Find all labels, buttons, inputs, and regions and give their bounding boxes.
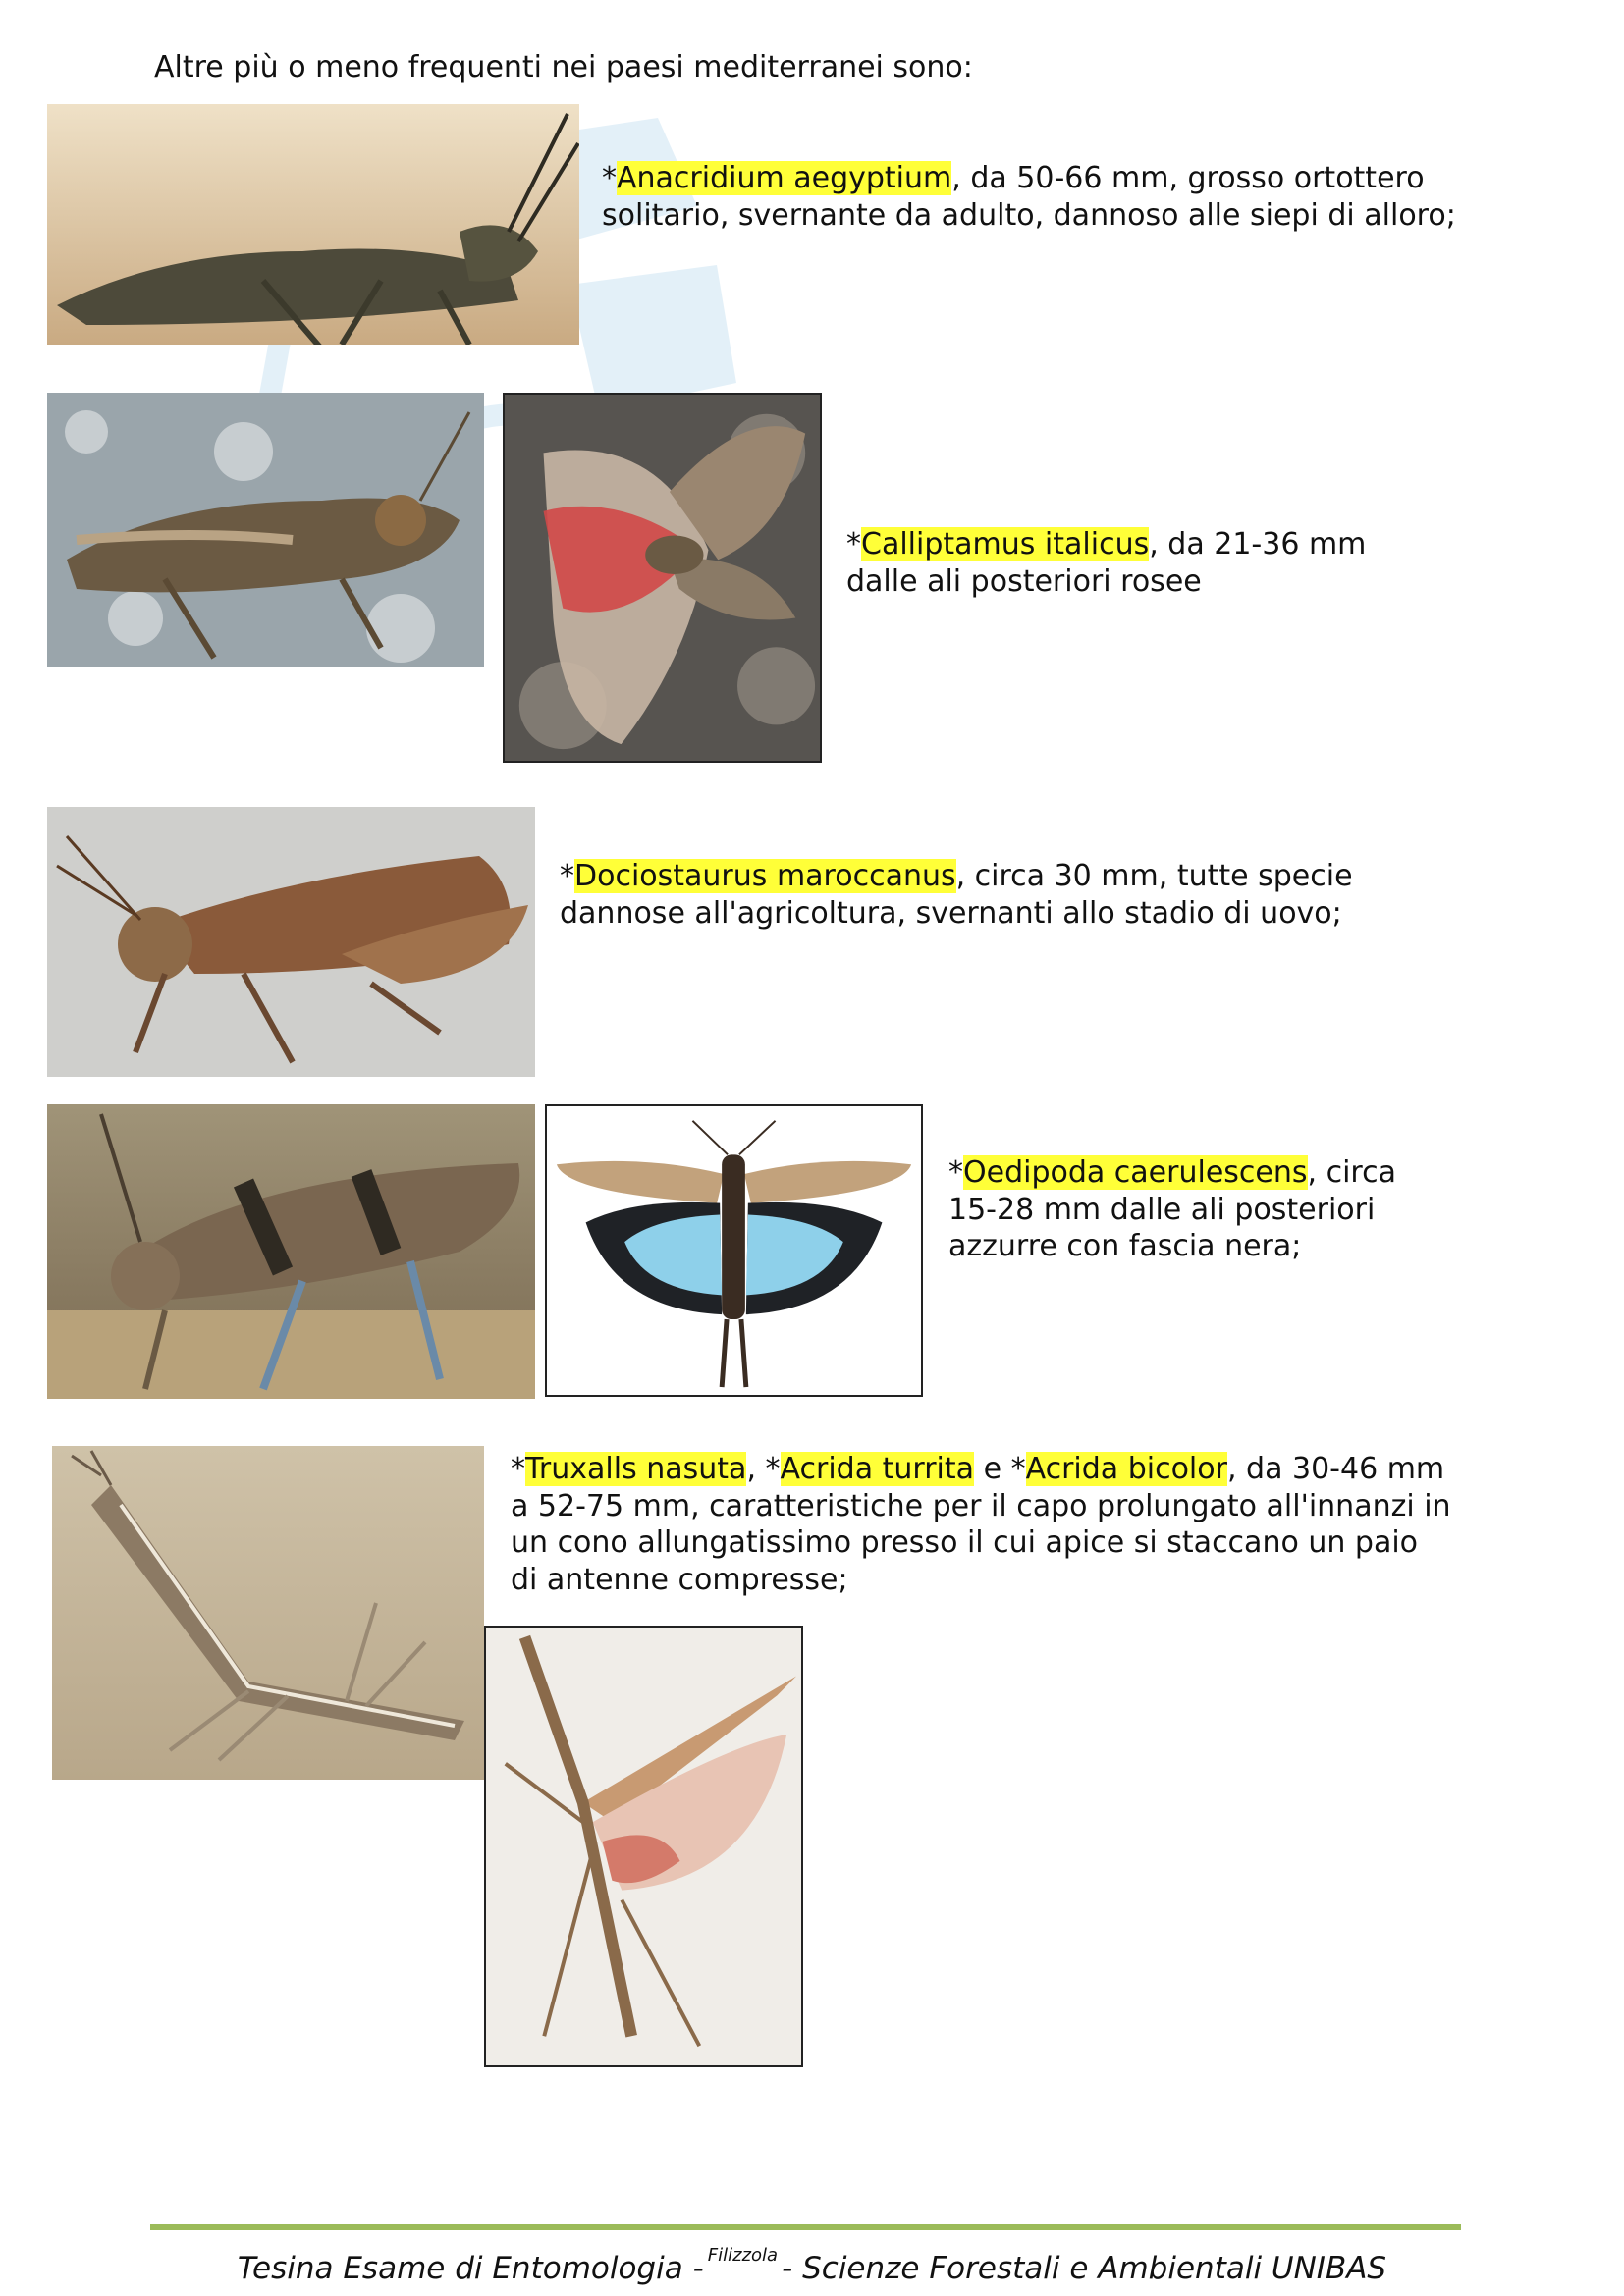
- entry-calliptamus: [846, 526, 1435, 600]
- footer-left: Tesina Esame di Entomologia -: [237, 2251, 704, 2286]
- entry-oedipoda: [948, 1154, 1439, 1265]
- footer-right: - Scienze Forestali e Ambientali UNIBAS: [782, 2251, 1387, 2286]
- entry-description: , circa 15-28 mm dalle ali posteriori azzurre con fascia nera;: [948, 1155, 1396, 1263]
- photo-calliptamus-wings: [503, 393, 822, 763]
- footer-author: Filizzola: [707, 2245, 779, 2266]
- entry-description: , circa 30 mm, tutte specie dannose all'agricoltura, svernanti allo stadio di uovo;: [560, 859, 1353, 931]
- entry-anacridium: [602, 160, 1486, 234]
- entry-asterisk: *: [948, 1155, 963, 1190]
- entry-dociostaurus: [560, 858, 1443, 932]
- entry-separator: e *: [974, 1452, 1026, 1486]
- entry-asterisk: *: [846, 527, 861, 561]
- entry-description: , da 30-46 mm a 52-75 mm, caratteristiche per il capo prolungato all'innanzi in un cono allungatissimo presso il cui apice si staccano un paio di antenne compresse;: [511, 1452, 1451, 1597]
- entry-asterisk: *: [560, 859, 574, 893]
- photo-truxalis-nasuta: [52, 1446, 484, 1780]
- entry-description: , da 21-36 mm dalle ali posteriori rosee: [846, 527, 1367, 599]
- photo-anacridium-aegyptium: [47, 104, 579, 345]
- species-name-highlight: Calliptamus italicus: [861, 527, 1150, 561]
- species-name-highlight: Acrida bicolor: [1025, 1452, 1227, 1486]
- page-footer: [0, 2234, 1624, 2290]
- species-name-highlight: Acrida turrita: [780, 1452, 975, 1486]
- species-name-highlight: Dociostaurus maroccanus: [574, 859, 956, 893]
- entry-description: , da 50-66 mm, grosso ortottero solitario, svernante da adulto, dannoso alle siepi di alloro;: [602, 161, 1456, 233]
- species-name-highlight: Truxalls nasuta: [525, 1452, 747, 1486]
- photo-oedipoda-wings: [545, 1104, 923, 1397]
- entry-separator: , *: [746, 1452, 781, 1486]
- footer-rule: [150, 2224, 1461, 2230]
- entry-asterisk: *: [511, 1452, 525, 1486]
- photo-calliptamus-side: [47, 393, 484, 667]
- photo-oedipoda-side: [47, 1104, 535, 1399]
- entry-truxalis-acrida: [511, 1451, 1453, 1598]
- species-name-highlight: Oedipoda caerulescens: [963, 1155, 1308, 1190]
- photo-dociostaurus-maroccanus: [47, 807, 535, 1077]
- photo-acrida-wings: [484, 1626, 803, 2067]
- species-name-highlight: Anacridium aegyptium: [617, 161, 952, 195]
- intro-text: Altre più o meno frequenti nei paesi mediterranei sono:: [154, 50, 973, 84]
- entry-asterisk: *: [602, 161, 617, 195]
